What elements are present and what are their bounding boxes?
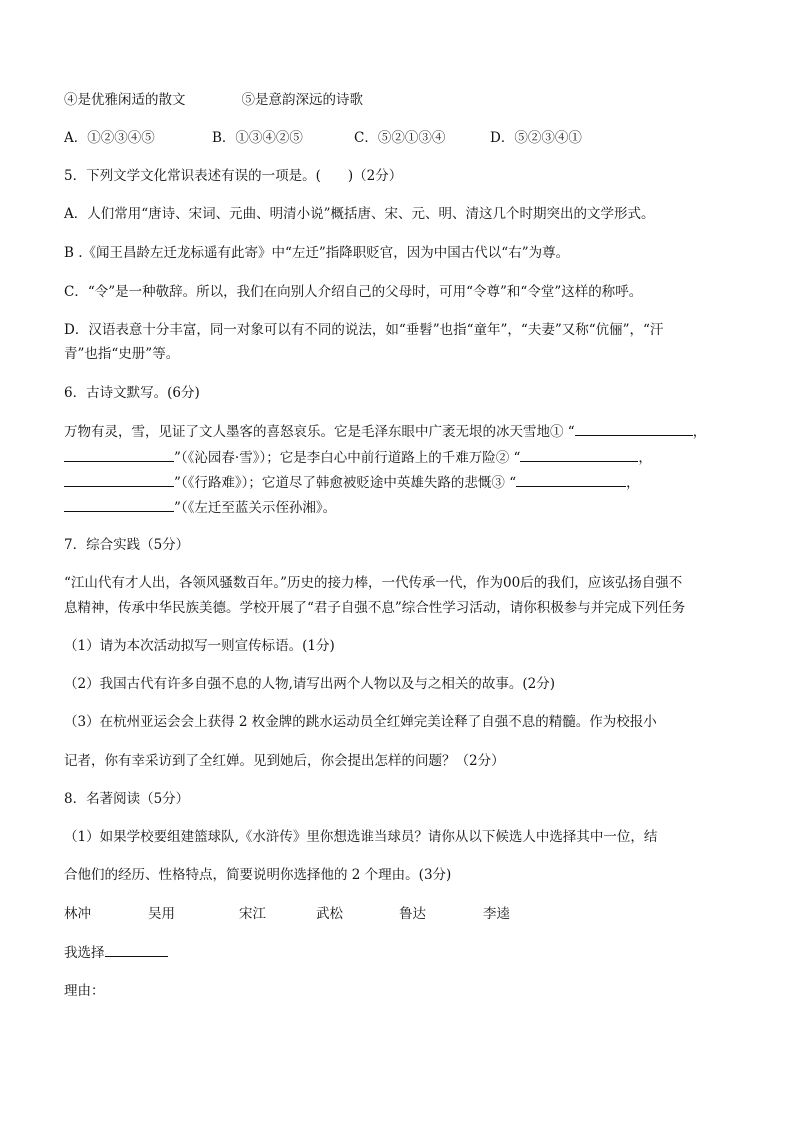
reason-label: 理由：	[64, 983, 105, 999]
q4-choice-d: D．⑤②③④①	[490, 130, 582, 146]
candidate-name: 宋江	[239, 906, 266, 922]
q6-stem: 6．古诗文默写。(6分)	[64, 385, 200, 401]
q5-stem: 5．下列文学文化常识表述有误的一项是。( )（2分）	[64, 168, 403, 184]
q7-sub-1: （1）请为本次活动拟写一则宣传标语。(1分)	[64, 638, 335, 654]
q6-line-3	[64, 472, 640, 493]
q6-line-2	[64, 447, 652, 468]
q5-choice-c: C．“令”是一种敬辞。所以，我们在向别人介绍自己的父母时，可用“令尊”和“令堂”这样的称呼。	[64, 284, 643, 300]
q6-text-4: ”（《左迁至蓝关示侄孙湘》。	[174, 500, 337, 516]
fill-blank-4[interactable]	[64, 472, 174, 487]
choose-line	[64, 942, 168, 963]
q7-sub-3-line2: 记者，你有幸采访到了全红婵。见到她后，你会提出怎样的问题？（2分）	[64, 753, 505, 769]
q6-comma-3: ，	[626, 475, 640, 491]
option-line	[64, 90, 363, 110]
q5-choice-d-line2: 青”也指“史册”等。	[64, 346, 180, 362]
candidate-name: 吴用	[148, 906, 175, 922]
q6-comma-1: ，	[692, 424, 707, 440]
candidate-name: 李逵	[483, 906, 510, 922]
q6-line-1	[64, 421, 706, 442]
option-4: ④是优雅闲适的散文	[64, 92, 186, 108]
q7-paragraph-line2: 息精神，传承中华民族美德。学校开展了“君子自强不息”综合性学习活动，请你积极参与并完成下列任务	[64, 600, 686, 616]
fill-blank-3[interactable]	[520, 447, 638, 462]
q4-choice-c: C．⑤②①③④	[354, 130, 446, 146]
q7-sub-2: （2）我国古代有许多自强不息的人物,请写出两个人物以及与之相关的故事。(2分)	[64, 676, 556, 692]
q6-text-3: ”（《行路难》）；它道尽了韩愈被贬途中英雄失路的悲慨③ “	[174, 475, 517, 491]
option-5: ⑤是意韵深远的诗歌	[241, 92, 363, 108]
q7-stem: 7．综合实践（5分）	[64, 537, 190, 553]
q4-choice-b: B．①③④②⑤	[212, 130, 303, 146]
q7-paragraph-line1: “江山代有才人出，各领风骚数百年。”历史的接力棒，一代传承一代，作为00后的我们，应该弘扬自强不	[64, 575, 683, 591]
fill-blank-2[interactable]	[64, 447, 174, 462]
choose-blank[interactable]	[105, 942, 168, 957]
q8-stem: 8．名著阅读（5分）	[64, 791, 190, 807]
q6-text-1: 万物有灵，雪，见证了文人墨客的喜怒哀乐。它是毛泽东眼中广袤无垠的冰天雪地① “	[64, 424, 575, 440]
candidate-name: 鲁达	[399, 906, 426, 922]
q8-sub-1-line1: （1）如果学校要组建篮球队,《水浒传》里你想选谁当球员？请你从以下候选人中选择其中一位，结	[64, 829, 658, 845]
fill-blank-5[interactable]	[516, 472, 626, 487]
fill-blank-1[interactable]	[575, 421, 693, 436]
choose-label: 我选择	[64, 945, 105, 961]
q6-comma-2: ，	[638, 450, 652, 466]
q5-choice-a: A．人们常用“唐诗、宋词、元曲、明清小说”概括唐、宋、元、明、清这几个时期突出的文学形式。	[64, 206, 655, 222]
q7-sub-3-line1: （3）在杭州亚运会会上获得 2 枚金牌的跳水运动员全红婵完美诠释了自强不息的精髓。作为校报小	[64, 714, 657, 730]
q6-line-4	[64, 497, 336, 518]
q4-answer-line	[64, 128, 582, 148]
q5-choice-b: B .《闻王昌龄左迁龙标遥有此寄》中“左迁”指降职贬官，因为中国古代以“右”为尊。	[64, 245, 570, 261]
q4-choice-a: A．①②③④⑤	[64, 130, 155, 146]
q5-choice-d-line1: D．汉语表意十分丰富，同一对象可以有不同的说法，如“垂髫”也指“童年”，“夫妻”又称“伉俪”，“汗	[64, 322, 664, 338]
q6-text-2: ”（《沁园春·雪》）；它是李白心中前行道路上的千难万险② “	[174, 450, 521, 466]
candidate-name: 林冲	[64, 906, 91, 922]
candidate-name: 武松	[316, 906, 343, 922]
fill-blank-6[interactable]	[64, 497, 174, 512]
q8-sub-1-line2: 合他们的经历、性格特点，简要说明你选择他的 2 个理由。(3分)	[64, 867, 452, 883]
